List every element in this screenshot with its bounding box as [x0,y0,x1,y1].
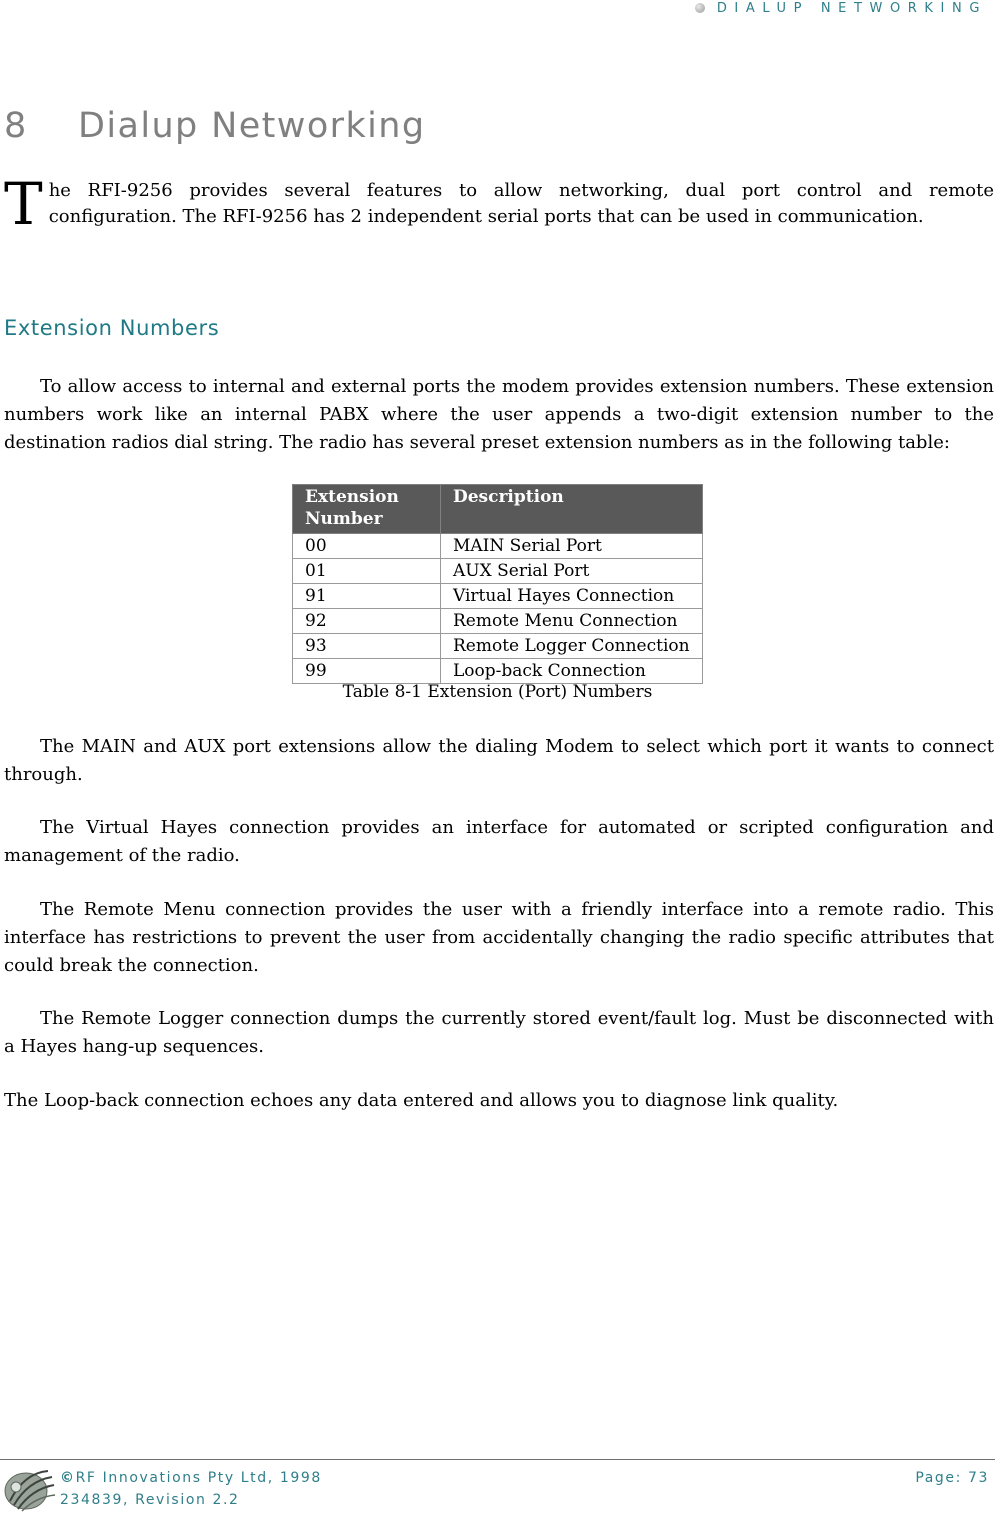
section-heading: Extension Numbers [4,316,220,340]
paragraph-virtual-hayes: The Virtual Hayes connection provides an interface for automated or scripted configuration and management of the radio. [4,817,994,866]
intro-paragraph [4,170,994,238]
chapter-title [4,106,425,146]
footer-left [60,1467,322,1511]
table-cell-description: AUX Serial Port [441,559,703,584]
running-header: DIALUP NETWORKING [716,0,987,16]
paragraph-remote-menu: The Remote Menu connection provides the user with a friendly interface into a remote radio. This interface has restrictions to prevent the user from accidentally changing the radio specific attributes that could break the connection. [4,899,994,976]
table-cell-description: Loop-back Connection [441,659,703,684]
table-row [293,584,703,609]
table-row [293,659,703,684]
table-caption: Table 8-1 Extension (Port) Numbers [342,682,653,702]
table-row [293,609,703,634]
running-header-bar [695,0,987,16]
chapter-title-text: Dialup Networking [78,106,426,146]
table-cell-extension: 93 [293,634,441,659]
table-row [293,534,703,559]
table-cell-description: Remote Logger Connection [441,634,703,659]
column-header-description: Description [441,485,703,534]
table-cell-extension: 91 [293,584,441,609]
table-header-row [293,485,703,534]
page-number: Page: 73 [915,1470,989,1486]
chapter-number: 8 [4,106,28,146]
footer-company-line [60,1467,322,1489]
column-header-extension: Extension Number [293,485,441,534]
table-cell-extension: 99 [293,659,441,684]
paragraph-main-aux: The MAIN and AUX port extensions allow the dialing Modem to select which port it wants to connect through. [4,736,994,785]
table-cell-description: MAIN Serial Port [441,534,703,559]
paragraph-extension-intro: To allow access to internal and external ports the modem provides extension numbers. These extension numbers work like an internal PABX where the user appends a two-digit extension number to the destination radios dial string. The radio has several preset extension numbers as in the following table: [4,376,994,453]
paragraph-remote-logger: The Remote Logger connection dumps the currently stored event/fault log. Must be disconnected with a Hayes hang-up sequences. [4,1008,994,1057]
intro-text: he RFI-9256 provides several features to allow networking, dual port control and remote configuration. The RFI-9256 has 2 independent serial ports that can be used in communication. [48,180,994,227]
table-cell-extension: 01 [293,559,441,584]
extension-table [292,484,703,684]
copyright-symbol: © [60,1470,76,1486]
table-cell-extension: 92 [293,609,441,634]
footer-divider [0,1459,995,1460]
footer-doc-ref: 234839, Revision 2.2 [60,1492,240,1508]
paragraph-loop-back: The Loop-back connection echoes any data entered and allows you to diagnose link quality. [4,1090,839,1111]
footer-company: RF Innovations Pty Ltd, 1998 [75,1470,322,1486]
table-cell-description: Remote Menu Connection [441,609,703,634]
table-row [293,634,703,659]
table-cell-description: Virtual Hayes Connection [441,584,703,609]
table-cell-extension: 00 [293,534,441,559]
company-logo-icon [2,1465,56,1513]
table-row [293,559,703,584]
drop-cap: T [4,170,43,238]
bullet-icon [695,3,705,13]
